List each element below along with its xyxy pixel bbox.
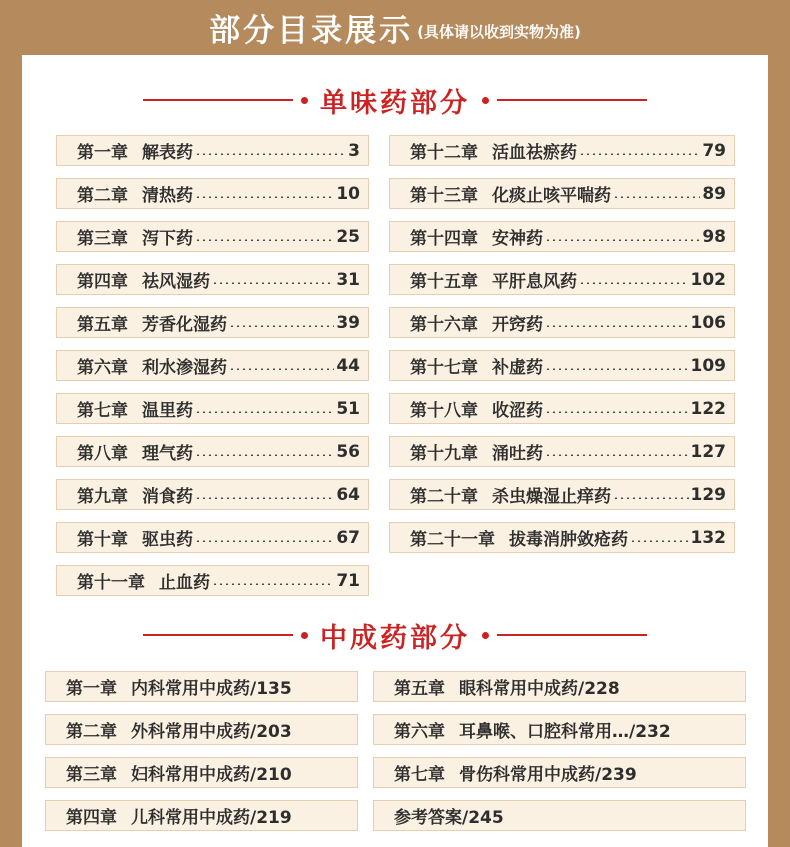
dot-leader [545, 411, 689, 413]
toc-entry [373, 671, 746, 702]
dot-leader [579, 282, 689, 284]
section2-title: 中成药部分 [320, 622, 470, 654]
chapter-number: 第十六章 [410, 315, 478, 335]
toc-entry [389, 178, 735, 209]
chapter-number: 第一章 [77, 143, 128, 163]
page-number: 39 [336, 312, 360, 333]
chapter-name: 清热药 [142, 186, 193, 206]
toc-entry [45, 714, 358, 745]
toc-entry [56, 393, 369, 424]
page-number: 67 [336, 527, 360, 548]
chapter-number: 第十五章 [410, 272, 478, 292]
page-number: 10 [336, 183, 360, 204]
page-title: 部分目录展示 [209, 13, 414, 49]
toc-entry [389, 479, 735, 510]
toc-entry [56, 522, 369, 553]
toc-entry [56, 350, 369, 381]
chapter-name: 杀虫燥湿止痒药 [492, 487, 611, 507]
chapter-name: 外科常用中成药/203 [131, 722, 292, 742]
dot-leader [229, 325, 334, 327]
heading-line-left [143, 99, 293, 101]
toc-entry [373, 800, 746, 831]
chapter-name: 止血药 [159, 573, 210, 593]
page-number: 129 [690, 484, 726, 505]
chapter-name: 妇科常用中成药/210 [131, 765, 292, 785]
chapter-name: 泻下药 [142, 229, 193, 249]
chapter-name: 安神药 [492, 229, 543, 249]
chapter-number: 第四章 [66, 808, 117, 828]
dot-leader [545, 325, 689, 327]
heading-line-right [497, 99, 647, 101]
toc-entry [45, 671, 358, 702]
page-number: 71 [336, 570, 360, 591]
toc-entry [373, 714, 746, 745]
page-note: (具体请以收到实物为准) [417, 23, 581, 41]
chapter-name: 耳鼻喉、口腔科常用…/232 [459, 722, 671, 742]
dot-leader [613, 497, 689, 499]
chapter-number: 第十四章 [410, 229, 478, 249]
dot-leader [579, 153, 700, 155]
chapter-number: 第十一章 [77, 573, 145, 593]
dot-leader [195, 540, 334, 542]
chapter-name: 眼科常用中成药/228 [459, 679, 620, 699]
toc-entry [56, 307, 369, 338]
chapter-name: 骨伤科常用中成药/239 [459, 765, 637, 785]
heading-line-left [143, 634, 293, 636]
section2-heading [0, 615, 790, 655]
dot-leader [195, 196, 334, 198]
heading-dot-left [301, 632, 308, 639]
dot-leader [195, 239, 334, 241]
heading-dot-right [482, 632, 489, 639]
chapter-number: 第二十章 [410, 487, 478, 507]
chapter-name: 拔毒消肿敛疮药 [509, 530, 628, 550]
chapter-number: 第九章 [77, 487, 128, 507]
toc-entry [45, 757, 358, 788]
chapter-number: 第二章 [77, 186, 128, 206]
dot-leader [545, 454, 689, 456]
dot-leader [545, 368, 689, 370]
chapter-name: 内科常用中成药/135 [131, 679, 292, 699]
page-number: 56 [336, 441, 360, 462]
chapter-name: 补虚药 [492, 358, 543, 378]
page-number: 132 [690, 527, 726, 548]
chapter-number: 第一章 [66, 679, 117, 699]
toc-entry [389, 393, 735, 424]
heading-dot-left [301, 97, 308, 104]
chapter-number: 第十二章 [410, 143, 478, 163]
chapter-number: 第十九章 [410, 444, 478, 464]
chapter-number: 第六章 [394, 722, 445, 742]
chapter-number: 第七章 [394, 765, 445, 785]
page-number: 25 [336, 226, 360, 247]
page-number: 44 [336, 355, 360, 376]
chapter-name: 祛风湿药 [142, 272, 210, 292]
toc-entry [45, 800, 358, 831]
dot-leader [613, 196, 700, 198]
chapter-number: 第十八章 [410, 401, 478, 421]
chapter-name: 消食药 [142, 487, 193, 507]
chapter-name: 活血祛瘀药 [492, 143, 577, 163]
chapter-name: 驱虫药 [142, 530, 193, 550]
page-number: 89 [702, 183, 726, 204]
chapter-name: 化痰止咳平喘药 [492, 186, 611, 206]
chapter-name: 利水渗湿药 [142, 358, 227, 378]
page-number: 64 [336, 484, 360, 505]
dot-leader [195, 153, 346, 155]
dot-leader [195, 454, 334, 456]
chapter-number: 第八章 [77, 444, 128, 464]
chapter-number: 第五章 [394, 679, 445, 699]
chapter-name: 涌吐药 [492, 444, 543, 464]
dot-leader [630, 540, 689, 542]
page-number: 79 [702, 140, 726, 161]
heading-dot-right [482, 97, 489, 104]
toc-entry [56, 436, 369, 467]
toc-entry [389, 307, 735, 338]
section1-heading [0, 80, 790, 120]
dot-leader [195, 497, 334, 499]
page-number: 51 [336, 398, 360, 419]
page-number: 106 [690, 312, 726, 333]
toc-entry [56, 479, 369, 510]
dot-leader [212, 282, 334, 284]
page-number: 98 [702, 226, 726, 247]
section1-title: 单味药部分 [320, 87, 470, 119]
page-number: 31 [336, 269, 360, 290]
chapter-number: 第二十一章 [410, 530, 495, 550]
chapter-number: 第二章 [66, 722, 117, 742]
page-number: 102 [690, 269, 726, 290]
chapter-name: 儿科常用中成药/219 [131, 808, 292, 828]
toc-entry [56, 221, 369, 252]
toc-entry [56, 565, 369, 596]
chapter-name: 平肝息风药 [492, 272, 577, 292]
chapter-name: 参考答案/245 [394, 808, 504, 828]
dot-leader [195, 411, 334, 413]
page-number: 127 [690, 441, 726, 462]
chapter-number: 第四章 [77, 272, 128, 292]
chapter-number: 第七章 [77, 401, 128, 421]
toc-entry [389, 436, 735, 467]
chapter-number: 第十七章 [410, 358, 478, 378]
dot-leader [545, 239, 700, 241]
toc-entry [373, 757, 746, 788]
toc-entry [389, 264, 735, 295]
toc-entry [56, 135, 369, 166]
chapter-name: 解表药 [142, 143, 193, 163]
chapter-name: 开窍药 [492, 315, 543, 335]
header-banner [0, 0, 790, 55]
heading-line-right [497, 634, 647, 636]
chapter-name: 收涩药 [492, 401, 543, 421]
chapter-number: 第六章 [77, 358, 128, 378]
page-number: 122 [690, 398, 726, 419]
toc-entry [389, 522, 735, 553]
chapter-number: 第三章 [66, 765, 117, 785]
page-number: 109 [690, 355, 726, 376]
dot-leader [212, 583, 334, 585]
chapter-name: 理气药 [142, 444, 193, 464]
chapter-name: 温里药 [142, 401, 193, 421]
chapter-name: 芳香化湿药 [142, 315, 227, 335]
toc-entry [56, 264, 369, 295]
chapter-number: 第十三章 [410, 186, 478, 206]
toc-entry [389, 350, 735, 381]
chapter-number: 第十章 [77, 530, 128, 550]
toc-entry [389, 135, 735, 166]
toc-entry [56, 178, 369, 209]
dot-leader [229, 368, 334, 370]
chapter-number: 第五章 [77, 315, 128, 335]
chapter-number: 第三章 [77, 229, 128, 249]
toc-entry [389, 221, 735, 252]
page-number: 3 [348, 140, 360, 161]
